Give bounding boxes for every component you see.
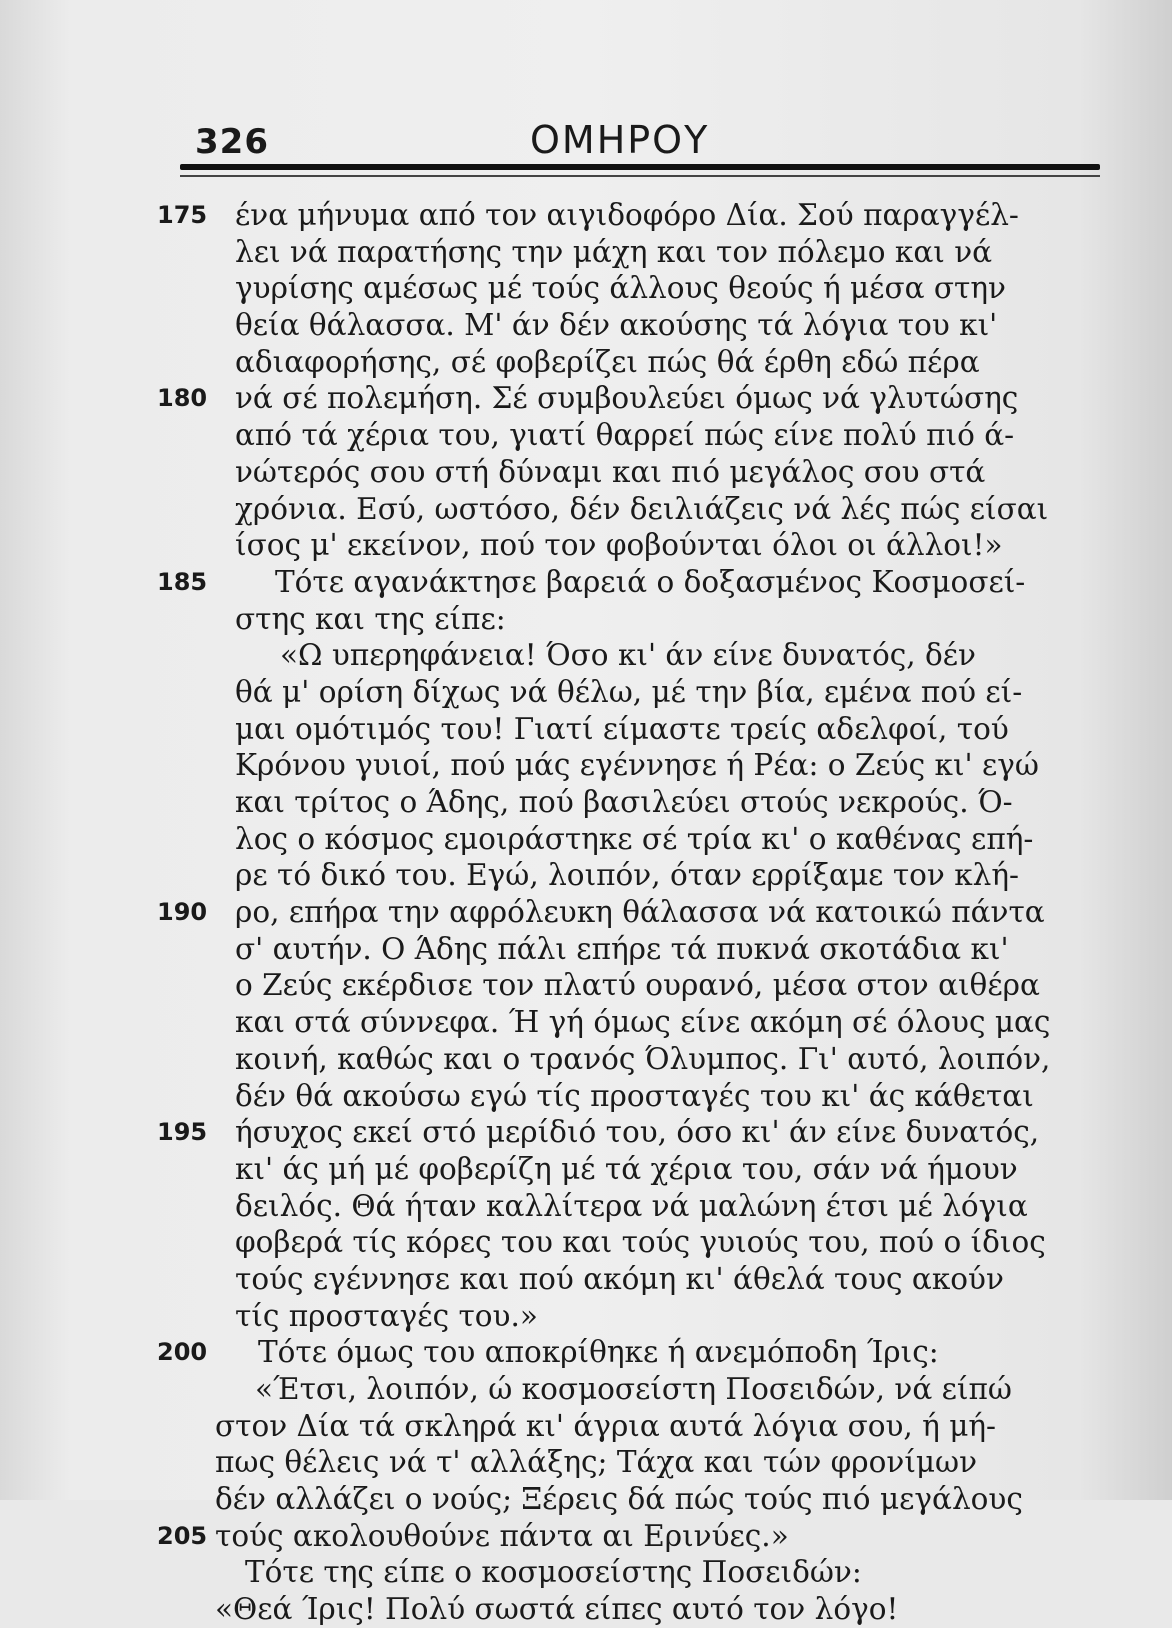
text-line: [0, 601, 1172, 638]
page-number: 326: [195, 122, 269, 162]
line-text: ίσος μ' εκείνον, πού τον φοβούνται όλοι οι άλλοι!»: [235, 528, 1003, 563]
text-line: [0, 1188, 1172, 1225]
line-text: Κρόνου γυιοί, πού μάς εγέννησε ή Ρέα: ο Ζεύς κι' εγώ: [235, 748, 1039, 783]
line-text: ο Ζεύς εκέρδισε τον πλατύ ουρανό, μέσα στον αιθέρα: [235, 968, 1040, 1003]
line-text: σ' αυτήν. Ο Άδης πάλι επήρε τά πυκνά σκοτάδια κι': [235, 931, 1009, 966]
text-line: [0, 270, 1172, 307]
line-number: 180: [157, 384, 208, 413]
line-text: από τά χέρια του, γιατί θαρρεί πώς είνε πολύ πιό ά-: [235, 418, 1015, 453]
text-line: [0, 454, 1172, 491]
text-line: [0, 1591, 1172, 1628]
line-text: και στά σύννεφα. Ή γή όμως είνε ακόμη σέ όλους μας: [235, 1005, 1051, 1040]
line-text: λος ο κόσμος εμοιράστηκε σέ τρία κι' ο καθένας επή-: [235, 821, 1034, 856]
text-line: [0, 417, 1172, 454]
text-line: [0, 564, 1172, 601]
line-number: 200: [157, 1338, 208, 1367]
line-text: λει νά παρατήσης την μάχη και τον πόλεμο και νά: [235, 234, 993, 269]
line-text: χρόνια. Εσύ, ωστόσο, δέν δειλιάζεις νά λές πώς είσαι: [235, 491, 1049, 526]
line-text: πως θέλεις νά τ' αλλάξης; Τάχα και τών φρονίμων: [215, 1445, 978, 1480]
text-line: [0, 1518, 1172, 1555]
line-text: θεία θάλασσα. Μ' άν δέν ακούσης τά λόγια του κι': [235, 308, 998, 343]
line-number: 175: [157, 201, 208, 229]
line-text: δέν θά ακούσω εγώ τίς προσταγές του κι' άς κάθεται: [235, 1078, 1034, 1113]
line-text: «Έτσι, λοιπόν, ώ κοσμοσείστη Ποσειδών, νά είπώ: [255, 1372, 1012, 1406]
text-line: [0, 1041, 1172, 1078]
line-text: Τότε της είπε ο κοσμοσείστης Ποσειδών:: [245, 1555, 862, 1590]
text-line: [0, 931, 1172, 968]
line-text: γυρίσης αμέσως μέ τούς άλλους θεούς ή μέσα στην: [235, 271, 1006, 306]
line-text: Τότε αγανάκτησε βαρειά ο δοξασμένος Κοσμοσεί-: [275, 564, 1026, 599]
line-text: δειλός. Θά ήταν καλλίτερα νά μαλώνη έτσι μέ λόγια: [235, 1188, 1028, 1223]
line-number: 195: [157, 1118, 208, 1147]
text-line: [0, 1078, 1172, 1115]
line-number: 185: [157, 567, 208, 596]
text-line: [0, 894, 1172, 931]
text-line: [0, 344, 1172, 381]
line-text: φοβερά τίς κόρες του και τούς γυιούς του, πού ο ίδιος: [235, 1225, 1046, 1260]
header-rule: [180, 164, 1100, 170]
line-number: 205: [157, 1521, 208, 1550]
text-line: [0, 857, 1172, 894]
line-text: στον Δία τά σκληρά κι' άγρια αυτά λόγια σου, ή μή-: [215, 1408, 997, 1443]
text-line: [0, 307, 1172, 344]
text-line: [0, 234, 1172, 271]
line-text: και τρίτος ο Άδης, πού βασιλεύει στούς νεκρούς. Ό-: [235, 785, 1013, 819]
line-text: τίς προσταγές του.»: [235, 1298, 538, 1333]
text-line: [0, 527, 1172, 564]
text-line: [0, 1261, 1172, 1298]
line-text: ένα μήνυμα από τον αιγιδοφόρο Δία. Σού παραγγέλ-: [235, 198, 1019, 232]
text-line: [0, 1481, 1172, 1518]
text-line: [0, 1224, 1172, 1261]
text-line: [0, 1371, 1172, 1408]
line-text: ρο, επήρα την αφρόλευκη θάλασσα νά κατοικώ πάντα: [235, 895, 1045, 930]
line-text: νά σέ πολεμήση. Σέ συμβουλεύει όμως νά γλυτώσης: [235, 381, 1019, 416]
line-text: μαι ομότιμός του! Γιατί είμαστε τρείς αδελφοί, τού: [235, 711, 1009, 746]
page-header: [195, 118, 1105, 168]
text-line: [0, 491, 1172, 528]
text-line: [0, 637, 1172, 674]
text-line: [0, 711, 1172, 748]
text-line: [0, 1004, 1172, 1041]
text-line: [0, 967, 1172, 1004]
line-text: ρε τό δικό του. Εγώ, λοιπόν, όταν ερρίξαμε τον κλή-: [235, 858, 1019, 893]
text-line: [0, 1114, 1172, 1151]
text-line: [0, 1444, 1172, 1481]
line-text: θά μ' ορίση δίχως νά θέλω, μέ την βία, εμένα πού εί-: [235, 674, 1023, 709]
text-line: [0, 380, 1172, 417]
line-text: νώτερός σου στή δύναμι και πιό μεγάλος σου στά: [235, 454, 986, 489]
text-line: [0, 1334, 1172, 1371]
body-text: [0, 197, 1172, 1628]
text-line: [0, 1554, 1172, 1591]
text-line: [0, 747, 1172, 784]
line-text: τούς ακολουθούνε πάντα αι Ερινύες.»: [215, 1518, 789, 1553]
line-text: τούς εγέννησε και πού ακόμη κι' άθελά τους ακούν: [235, 1261, 1004, 1296]
line-text: κι' άς μή μέ φοβερίζη μέ τά χέρια του, σάν νά ήμουν: [235, 1151, 1018, 1186]
text-line: [0, 1298, 1172, 1335]
line-text: κοινή, καθώς και ο τρανός Όλυμπος. Γι' αυτό, λοιπόν,: [235, 1041, 1051, 1076]
text-line: [0, 821, 1172, 858]
line-number: 190: [157, 898, 208, 927]
text-line: [0, 1151, 1172, 1188]
text-line: [0, 1408, 1172, 1445]
text-line: [0, 197, 1172, 234]
header-rule-thin: [180, 175, 1100, 177]
running-title: ΟΜΗΡΟΥ: [530, 118, 710, 162]
line-text: Τότε όμως του αποκρίθηκε ή ανεμόποδη Ίρις:: [258, 1335, 939, 1370]
line-text: στης και της είπε:: [235, 601, 506, 636]
line-text: «Ω υπερηφάνεια! Όσο κι' άν είνε δυνατός, δέν: [280, 638, 976, 673]
line-text: «Θεά Ίρις! Πολύ σωστά είπες αυτό τον λόγο!: [215, 1592, 899, 1627]
line-text: αδιαφορήσης, σέ φοβερίζει πώς θά έρθη εδώ πέρα: [235, 344, 980, 379]
line-text: ήσυχος εκεί στό μερίδιό του, όσο κι' άν είνε δυνατός,: [235, 1115, 1040, 1150]
line-text: δέν αλλάζει ο νούς; Ξέρεις δά πώς τούς πιό μεγάλους: [215, 1482, 1023, 1517]
text-line: [0, 784, 1172, 821]
text-line: [0, 674, 1172, 711]
